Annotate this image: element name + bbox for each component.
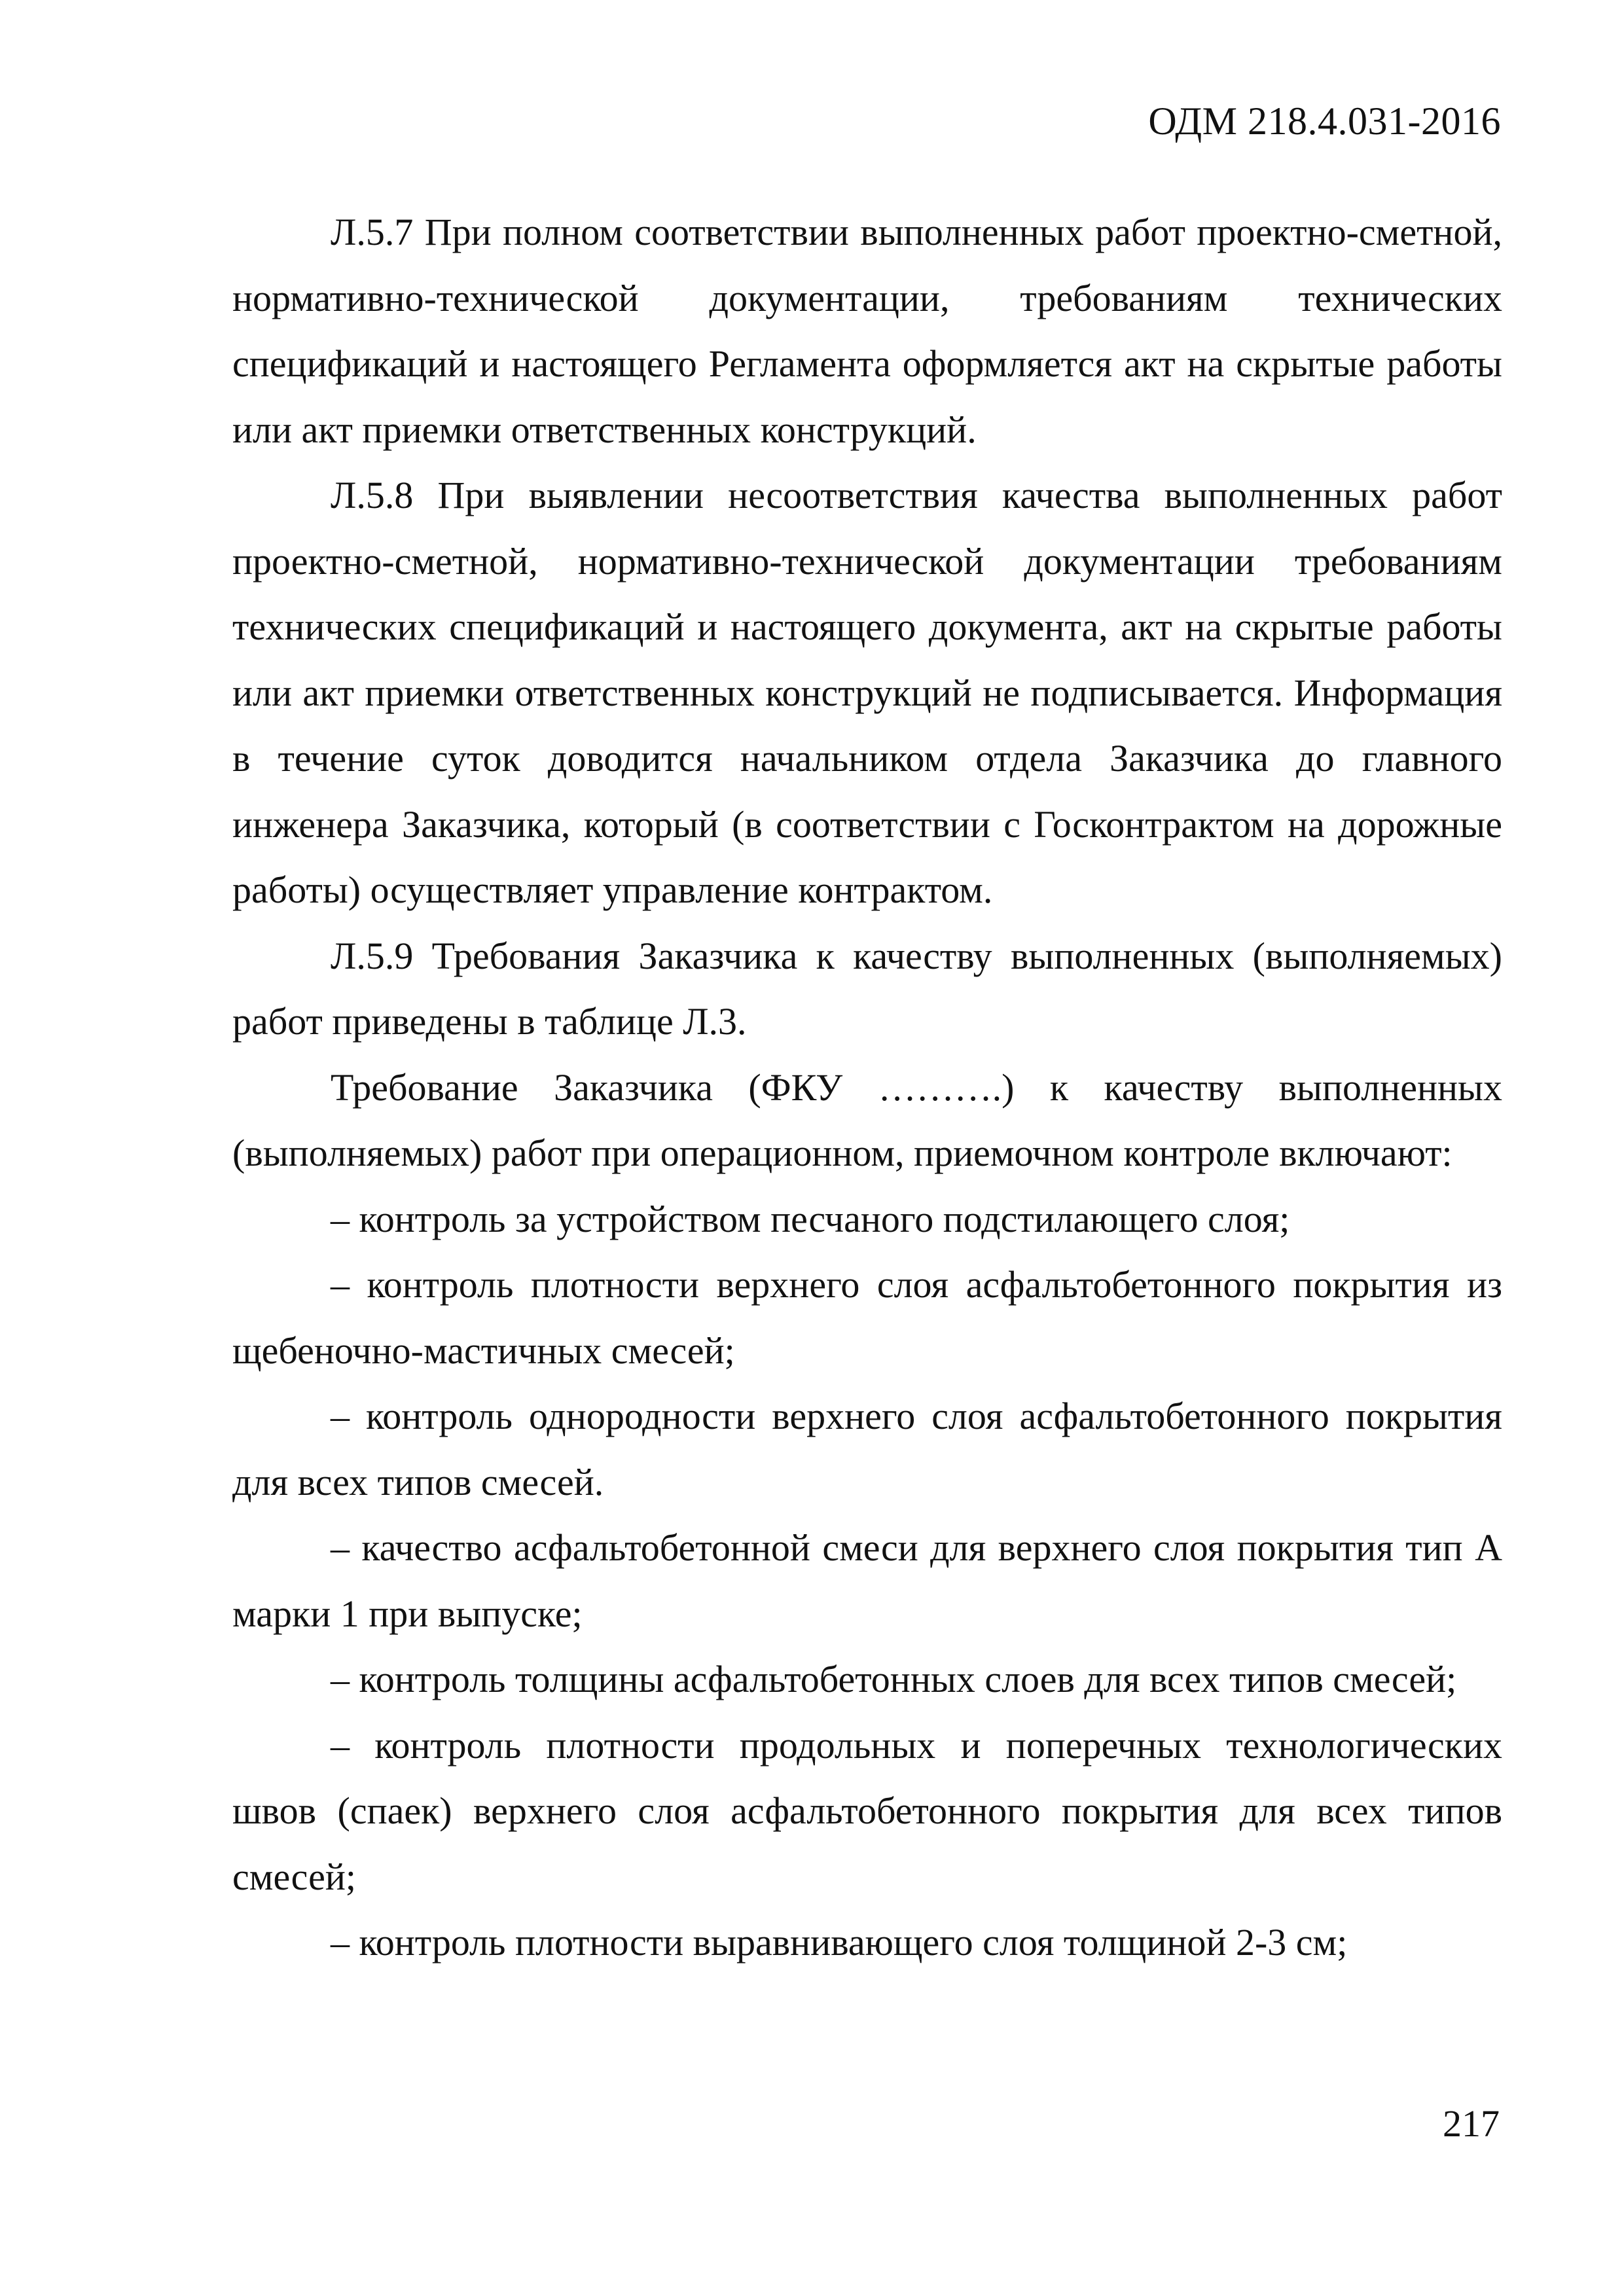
paragraph-l-5-8: Л.5.8 При выявлении несоответствия качества выполненных работ проектно-сметной, нормативно-технической документации требованиям технических спецификаций и настоящего документа, акт на скрытые работы или акт приемки ответственных конструкций не подписывается. Информация в течение суток доводится начальником отдела Заказчика до главного инженера Заказчика, который (в соответствии с Госконтрактом на дорожные работы) осуществляет управление контрактом. — [232, 474, 1502, 911]
list-item: – контроль плотности верхнего слоя асфальтобетонного покрытия из щебеночно-мастичных смесей; — [232, 1263, 1502, 1372]
document-body — [232, 200, 1502, 1976]
list-item: – контроль плотности продольных и поперечных технологических швов (спаек) верхнего слоя асфальтобетонного покрытия для всех типов смесей; — [232, 1723, 1502, 1898]
list-item: – контроль однородности верхнего слоя асфальтобетонного покрытия для всех типов смесей. — [232, 1395, 1502, 1503]
paragraph-requirements-intro: Требование Заказчика (ФКУ ……….) к качеству выполненных (выполняемых) работ при операционном, приемочном контроле включают: — [232, 1066, 1502, 1174]
paragraph-l-5-9: Л.5.9 Требования Заказчика к качеству выполненных (выполняемых) работ приведены в таблице Л.3. — [232, 934, 1502, 1043]
list-item: – контроль плотности выравнивающего слоя толщиной 2-3 см; — [331, 1921, 1348, 1964]
list-item: – качество асфальтобетонной смеси для верхнего слоя покрытия тип А марки 1 при выпуске; — [232, 1526, 1502, 1635]
document-code-header: ОДМ 218.4.031-2016 — [1148, 99, 1501, 143]
list-item: – контроль толщины асфальтобетонных слоев для всех типов смесей; — [331, 1658, 1457, 1700]
list-item: – контроль за устройством песчаного подстилающего слоя; — [331, 1197, 1290, 1240]
page-number: 217 — [1443, 2102, 1500, 2145]
paragraph-l-5-7: Л.5.7 При полном соответствии выполненных работ проектно-сметной, нормативно-технической документации, требованиям технических спецификаций и настоящего Регламента оформляется акт на скрытые работы или акт приемки ответственных конструкций. — [232, 211, 1502, 451]
